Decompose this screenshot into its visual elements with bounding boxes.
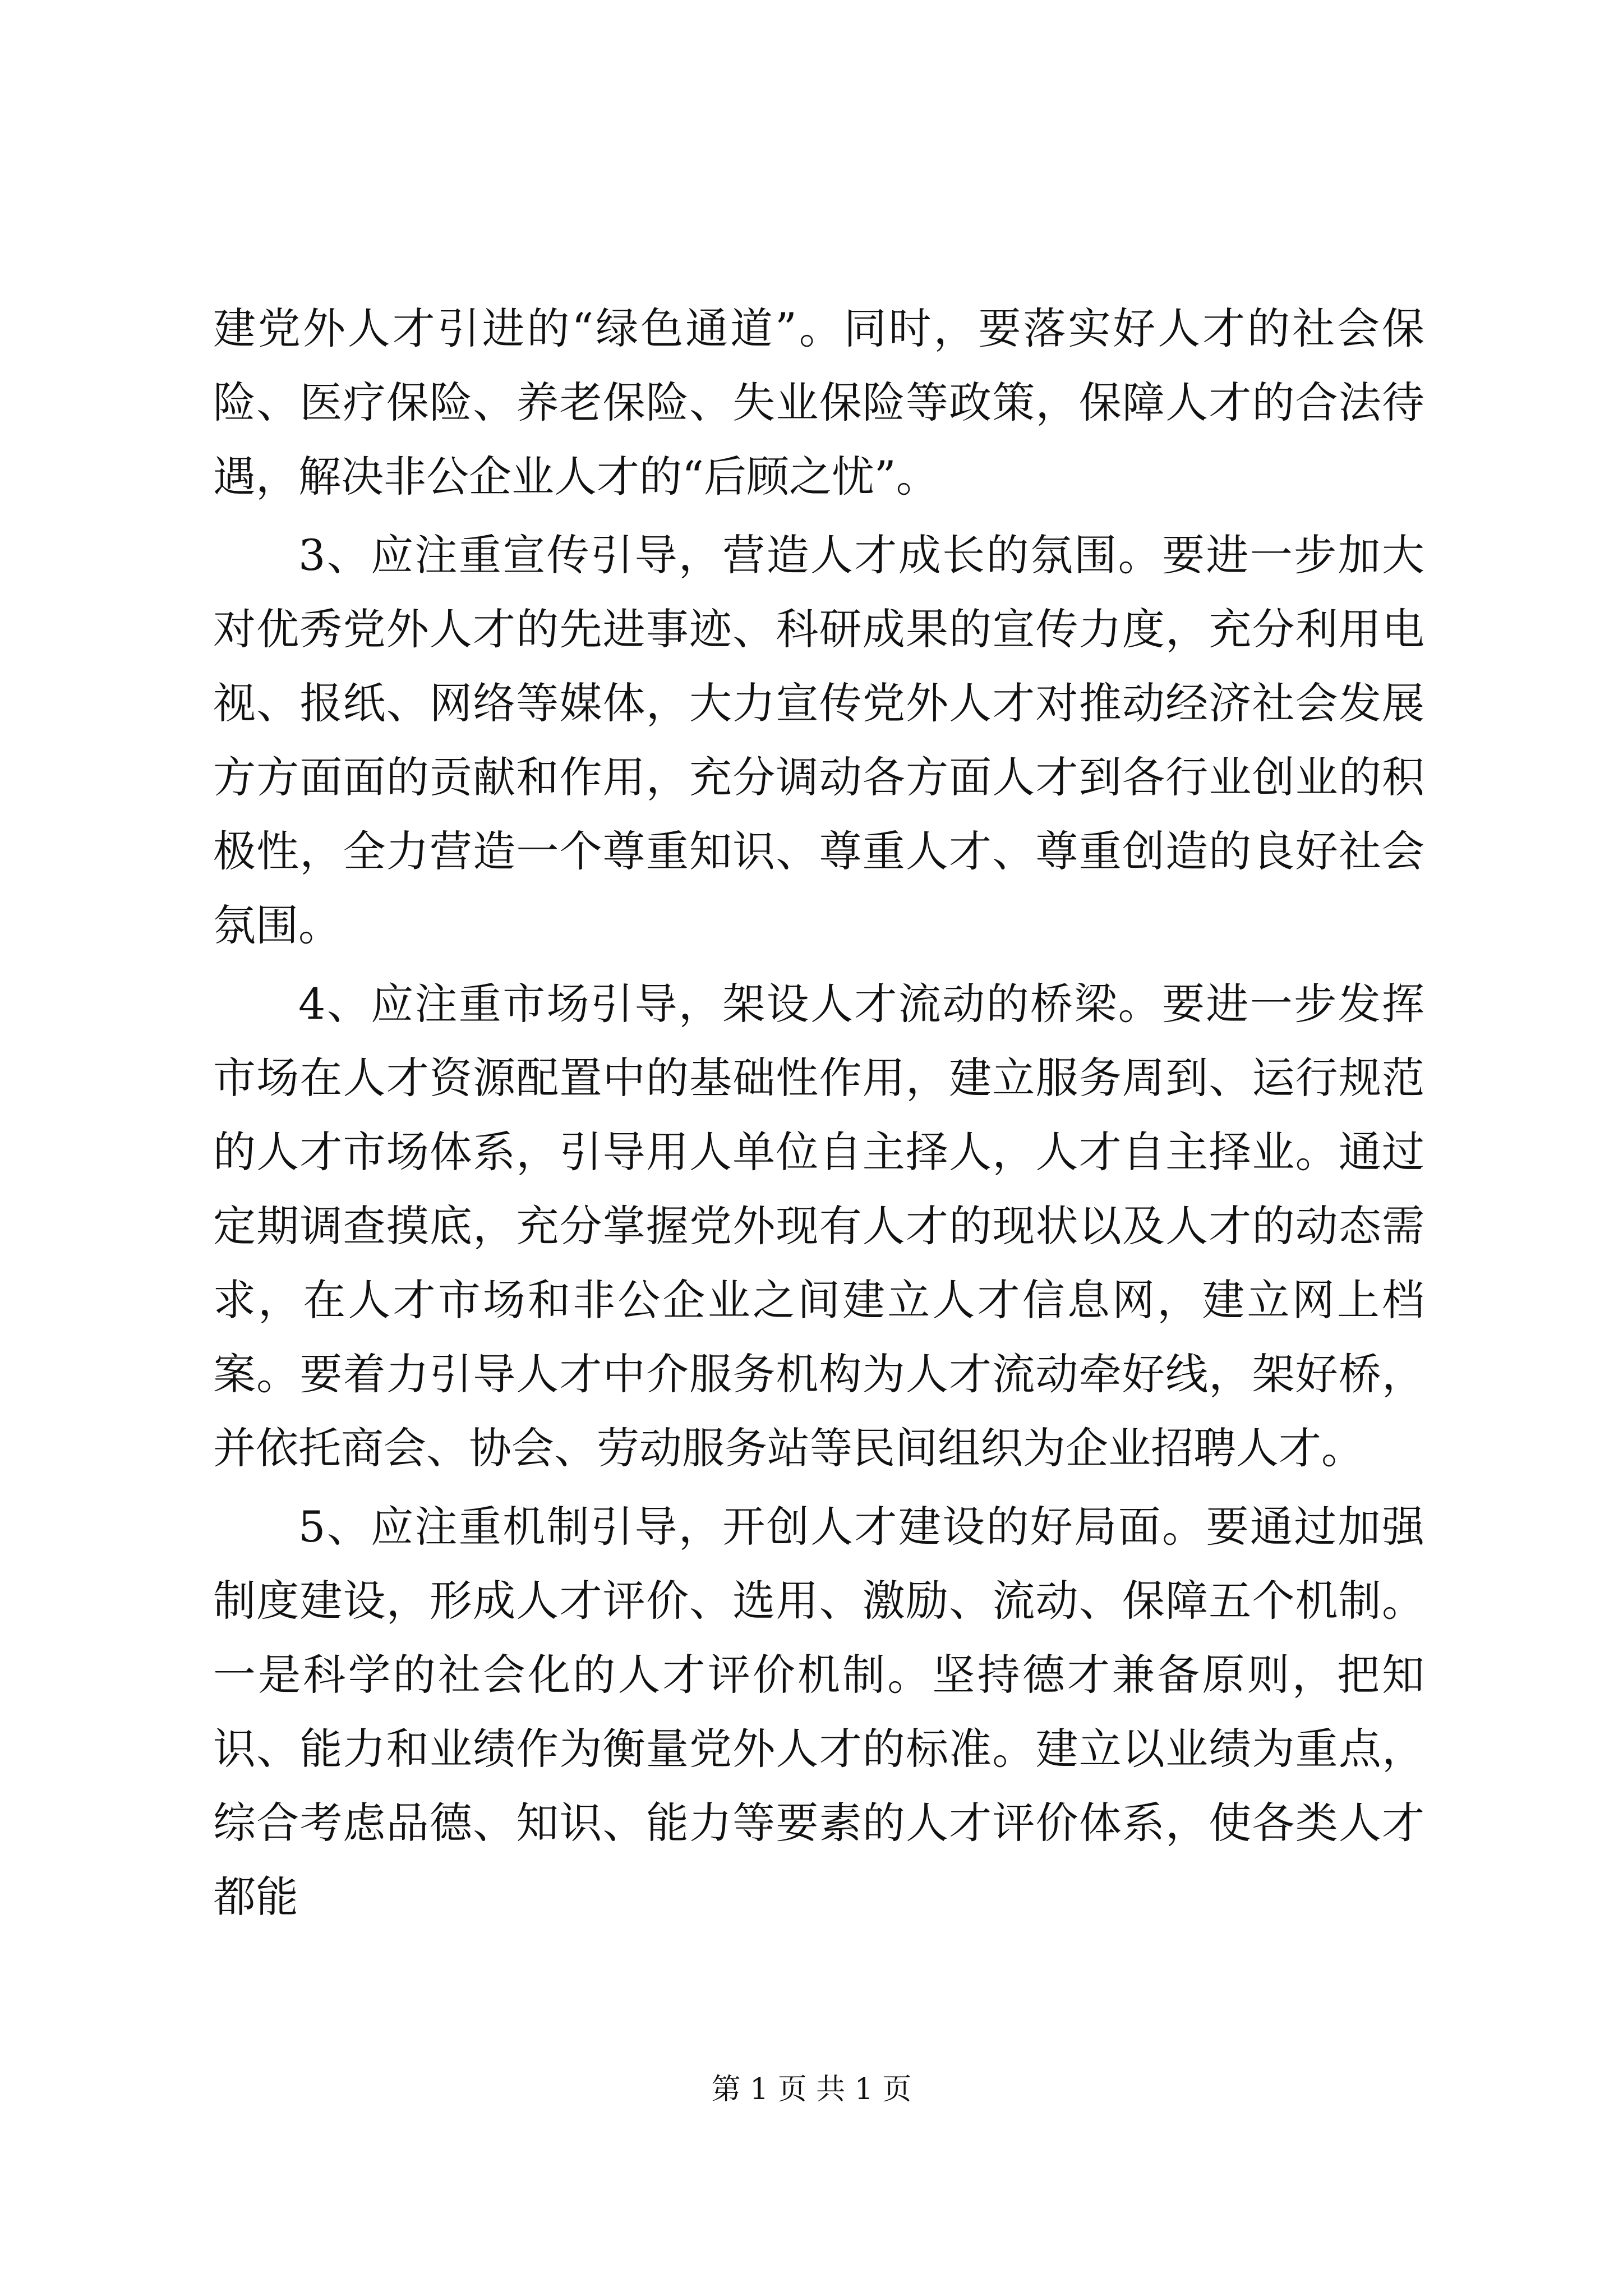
paragraph-4: 5、应注重机制引导，开创人才建设的好局面。要通过加强制度建设，形成人才评价、选用、激励、流动、保障五个机制。一是科学的社会化的人才评价机制。坚持德才兼备原则，把知识、能力和业绩作为衡量党外人才的标准。建立以业绩为重点，综合考虑品德、知识、能力等要素的人才评价体系，使各类人才都能	[213, 1502, 1424, 1922]
paragraph-2: 3、应注重宣传引导，营造人才成长的氛围。要进一步加大对优秀党外人才的先进事迹、科研成果的宣传力度，充分利用电视、报纸、网络等媒体，大力宣传党外人才对推动经济社会发展方方面面的贡献和作用，充分调动各方面人才到各行业创业的积极性，全力营造一个尊重知识、尊重人才、尊重创造的良好社会氛围。	[213, 530, 1424, 950]
paragraph-3: 4、应注重市场引导，架设人才流动的桥梁。要进一步发挥市场在人才资源配置中的基础性作用，建立服务周到、运行规范的人才市场体系，引导用人单位自主择人，人才自主择业。通过定期调查摸底，充分掌握党外现有人才的现状以及人才的动态需求，在人才市场和非公企业之间建立人才信息网，建立网上档案。要着力引导人才中介服务机构为人才流动牵好线，架好桥，并依托商会、协会、劳动服务站等民间组织为企业招聘人才。	[213, 979, 1424, 1473]
document-body	[213, 292, 1424, 1939]
page-number-label: 第 1 页 共 1 页	[711, 2073, 912, 2106]
paragraph-1: 建党外人才引进的“绿色通道”。同时，要落实好人才的社会保险、医疗保险、养老保险、失业保险等政策，保障人才的合法待遇，解决非公企业人才的“后顾之忧”。	[213, 303, 1424, 501]
page-footer	[0, 2070, 1623, 2109]
